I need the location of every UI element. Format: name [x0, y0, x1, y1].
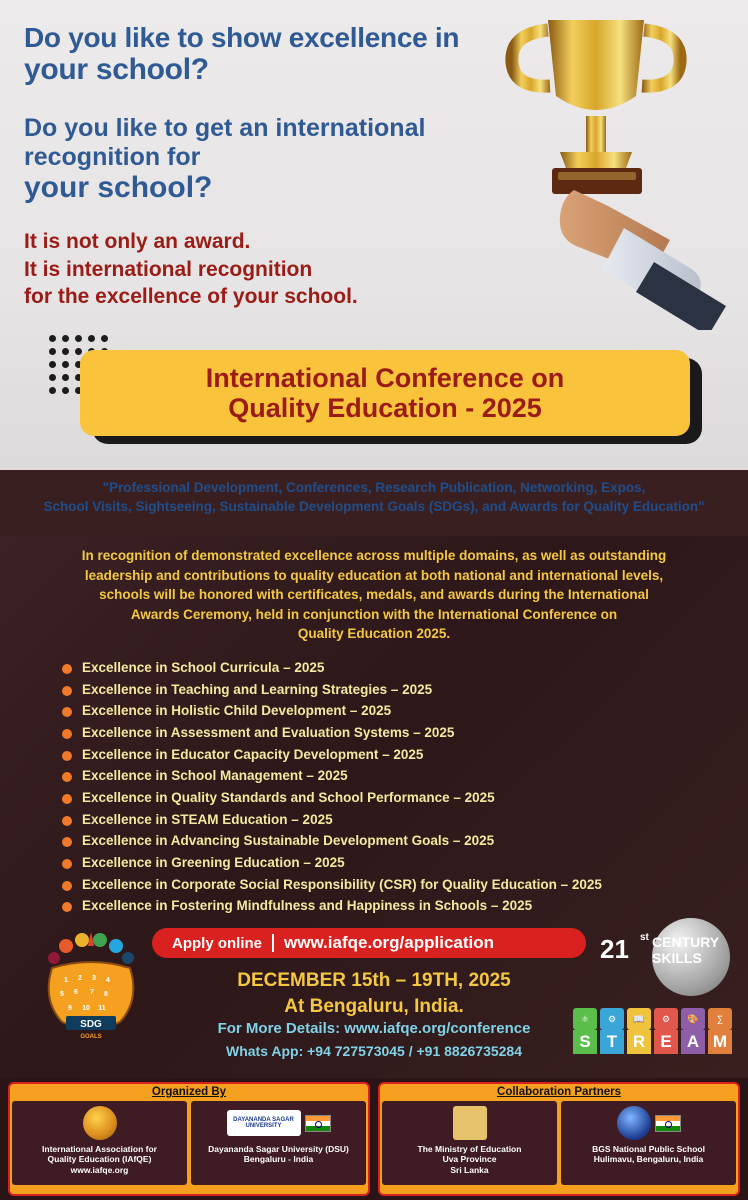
apply-label: Apply online	[172, 934, 262, 952]
stream-column	[681, 1008, 705, 1054]
award-label: Excellence in Holistic Child Development – 2025	[82, 703, 392, 719]
list-item	[62, 768, 748, 784]
bullet-icon	[62, 772, 72, 782]
organizer-dsu	[191, 1101, 366, 1185]
list-item	[62, 790, 748, 806]
event-location-text: At Bengaluru, India.	[284, 995, 464, 1017]
award-statement	[24, 228, 544, 311]
organizer-name: Dayananda Sagar University (DSU) Bengaluru - India	[208, 1144, 349, 1165]
award-statement-line-1: It is not only an award.	[24, 230, 251, 253]
svg-text:5: 5	[60, 991, 64, 998]
stream-letter: A	[681, 1030, 705, 1054]
skills-superscript: st	[640, 932, 649, 943]
svg-text:10: 10	[82, 1005, 90, 1012]
skills-label: SKILLS	[652, 950, 702, 966]
bullet-icon	[62, 686, 72, 696]
technology-icon: ⚙	[600, 1008, 624, 1030]
list-item	[62, 660, 748, 676]
bullet-icon	[62, 751, 72, 761]
stream-column	[600, 1008, 624, 1054]
more-details-link[interactable]: For More Details: www.iafqe.org/conference	[217, 1020, 531, 1037]
award-label: Excellence in School Management – 2025	[82, 768, 348, 784]
svg-text:9: 9	[68, 1005, 72, 1012]
organized-by-panel	[8, 1082, 370, 1196]
collaboration-partners-panel	[378, 1082, 740, 1196]
bullet-icon	[62, 837, 72, 847]
partner-name: BGS National Public School Hulimavu, Bengaluru, India	[592, 1144, 705, 1165]
footer-panels	[0, 1078, 748, 1200]
bullet-icon	[62, 707, 72, 717]
list-item	[62, 833, 748, 849]
apply-url[interactable]: www.iafqe.org/application	[284, 933, 495, 952]
conference-scope-quote	[0, 478, 748, 516]
list-item	[62, 725, 748, 741]
bullet-icon	[62, 902, 72, 912]
headline-2-line-2: recognition for	[24, 142, 201, 171]
bullet-icon	[62, 664, 72, 674]
stream-column	[627, 1008, 651, 1054]
reading-icon: 📖	[627, 1008, 651, 1030]
organizer-name: International Association for Quality Education (IAfQE) www.iafqe.org	[42, 1144, 157, 1175]
uva-emblem-icon	[453, 1106, 487, 1140]
headline-primary	[24, 22, 544, 87]
svg-text:2: 2	[78, 975, 82, 982]
headline-2-line-3: your school?	[24, 171, 213, 204]
india-flag-icon	[305, 1115, 331, 1132]
organized-by-title: Organized By	[151, 1086, 227, 1098]
stream-letter: S	[573, 1030, 597, 1054]
award-label: Excellence in School Curricula – 2025	[82, 659, 325, 675]
quote-line-2: School Visits, Sightseeing, Sustainable Development Goals (SDGs), and Awards for Quality Education"	[43, 499, 705, 515]
whatsapp-contact: Whats App: +94 727573045 / +91 8826735284	[225, 1042, 523, 1059]
conference-title-banner	[80, 350, 690, 436]
award-label: Excellence in Educator Capacity Development – 2025	[82, 746, 424, 762]
recognition-line-3: schools will be honored with certificates, medals, and awards during the International	[99, 587, 649, 603]
21st-century-skills-badge	[600, 918, 730, 998]
award-label: Excellence in Assessment and Evaluation Systems – 2025	[82, 724, 455, 740]
svg-text:1: 1	[64, 977, 68, 984]
stream-column	[708, 1008, 732, 1054]
award-label: Excellence in Quality Standards and School Performance – 2025	[82, 789, 495, 805]
award-label: Excellence in STEAM Education – 2025	[82, 811, 333, 827]
stream-letter: E	[654, 1030, 678, 1054]
apply-online-bar[interactable]	[152, 928, 586, 958]
list-item	[62, 703, 748, 719]
stream-letter: T	[600, 1030, 624, 1054]
bullet-icon	[62, 816, 72, 826]
svg-text:3: 3	[92, 975, 96, 982]
list-item	[62, 898, 748, 914]
award-label: Excellence in Corporate Social Responsibility (CSR) for Quality Education – 2025	[82, 876, 602, 892]
iafqe-logo-icon	[83, 1106, 117, 1140]
headline-1-line-2: your school?	[24, 53, 209, 87]
stream-column	[654, 1008, 678, 1054]
list-item	[62, 855, 748, 871]
top-section	[0, 0, 748, 470]
bullet-icon	[62, 794, 72, 804]
svg-text:6: 6	[74, 989, 78, 996]
science-icon: ⚛	[573, 1008, 597, 1030]
headline-secondary	[24, 114, 554, 205]
award-statement-line-2: It is international recognition	[24, 257, 313, 281]
bullet-icon	[62, 859, 72, 869]
awards-list	[62, 660, 748, 915]
list-item	[62, 682, 748, 698]
awards-section	[0, 536, 748, 1078]
partner-bgs	[561, 1101, 736, 1185]
award-label: Excellence in Fostering Mindfulness and Happiness in Schools – 2025	[82, 898, 533, 914]
stream-badge	[573, 1008, 732, 1054]
svg-text:4: 4	[106, 977, 110, 984]
list-item	[62, 877, 748, 893]
list-item	[62, 747, 748, 763]
maths-icon: ∑	[708, 1008, 732, 1030]
svg-text:7: 7	[90, 989, 94, 996]
dsu-logo-icon: DAYANANDA SAGAR UNIVERSITY	[227, 1110, 301, 1136]
conference-title-line-1: International Conference on	[205, 362, 565, 393]
award-label: Excellence in Teaching and Learning Strategies – 2025	[82, 681, 433, 697]
event-date-text: DECEMBER 15th – 19TH, 2025	[237, 970, 511, 991]
recognition-paragraph	[0, 536, 748, 648]
sdg-caption: SDG	[80, 1019, 102, 1030]
skills-number: 21	[600, 934, 629, 964]
stream-column	[573, 1008, 597, 1054]
recognition-line-5: Quality Education 2025.	[297, 626, 451, 642]
arts-icon: 🎨	[681, 1008, 705, 1030]
collaboration-partners-title: Collaboration Partners	[497, 1086, 621, 1098]
svg-text:8: 8	[104, 991, 108, 998]
partner-uva	[382, 1101, 557, 1185]
engineering-icon: ⚙	[654, 1008, 678, 1030]
partner-name: The Ministry of Education Uva Province Sri Lanka	[417, 1144, 522, 1175]
svg-text:11: 11	[98, 1005, 106, 1012]
quote-line-1: "Professional Development, Conferences, Research Publication, Networking, Expos,	[102, 480, 646, 495]
sdg-sub: GOALS	[80, 1034, 102, 1040]
bullet-icon	[62, 881, 72, 891]
headline-2-line-1: Do you like to get an international	[24, 114, 426, 142]
recognition-line-1: In recognition of demonstrated excellence across multiple domains, as well as outstanding	[81, 548, 667, 563]
stream-letter: M	[708, 1030, 732, 1054]
conference-title-line-2: Quality Education - 2025	[228, 393, 542, 423]
award-statement-line-3: for the excellence of your school.	[24, 285, 358, 309]
award-label: Excellence in Advancing Sustainable Development Goals – 2025	[82, 833, 495, 849]
recognition-line-2: leadership and contributions to quality education at both national and international levels,	[84, 567, 664, 583]
list-item	[62, 812, 748, 828]
bullet-icon	[62, 729, 72, 739]
stream-letter: R	[627, 1030, 651, 1054]
skills-century-label: CENTURY	[652, 934, 720, 950]
headline-1-line-1: Do you like to show excellence in	[24, 22, 460, 53]
bgs-logo-icon	[617, 1106, 651, 1140]
organizer-iafqe	[12, 1101, 187, 1185]
award-label: Excellence in Greening Education – 2025	[82, 855, 345, 870]
india-flag-icon	[655, 1115, 681, 1132]
divider	[272, 934, 274, 952]
recognition-line-4: Awards Ceremony, held in conjunction with the International Conference on	[130, 606, 618, 622]
